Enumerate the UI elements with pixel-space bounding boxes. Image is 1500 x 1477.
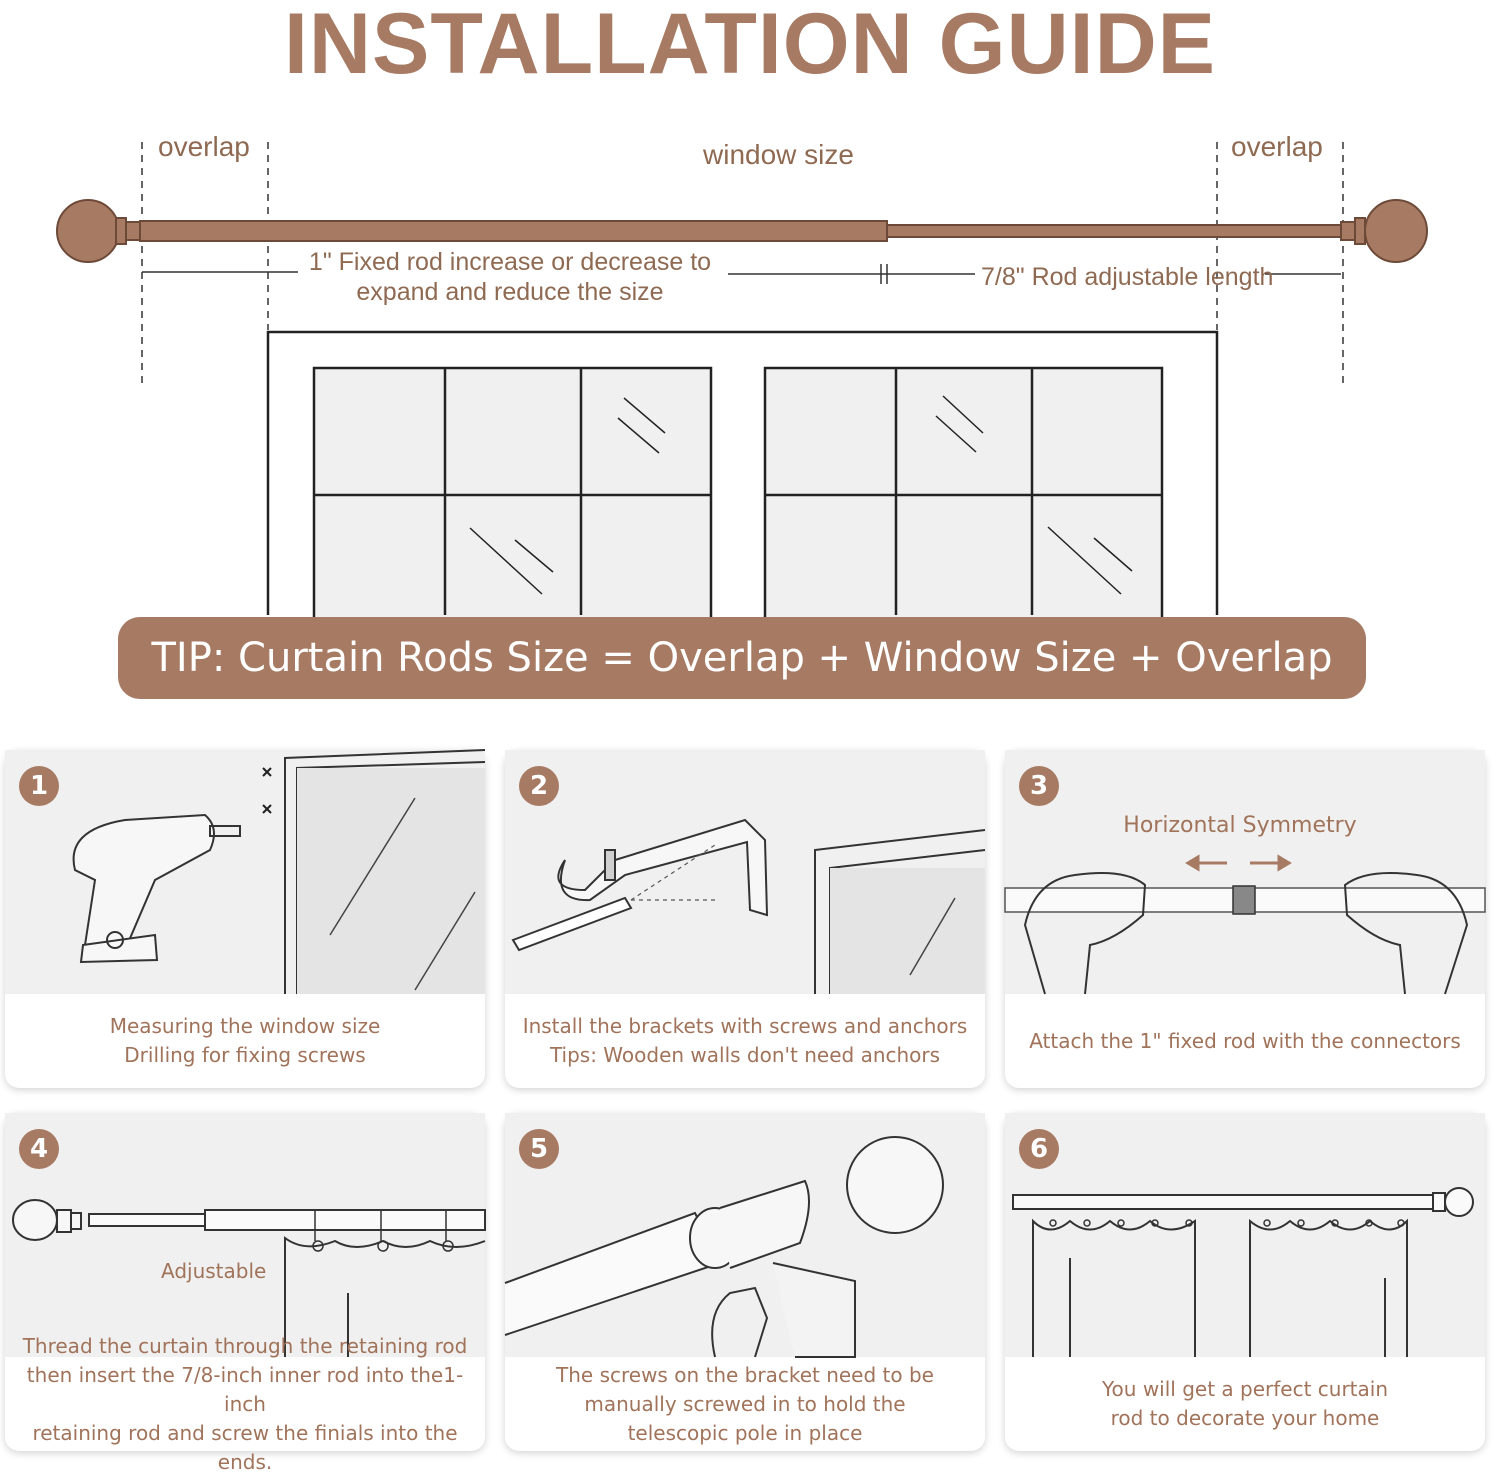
adjustable-label: Adjustable [161, 1259, 267, 1283]
fixed-rod-note-line1: 1" Fixed rod increase or decrease to [308, 248, 712, 276]
step-2-caption [505, 994, 985, 1088]
step-6-number: 6 [1019, 1129, 1059, 1169]
overlap-left-label: overlap [158, 131, 250, 162]
step-4-caption-text: Thread the curtain through the retaining rod then insert the 7/8-inch inner rod into the1-inch retaining rod and screw the finials into the ends. [22, 1333, 468, 1474]
step-2-caption-text: Install the brackets with screws and anchors Tips: Wooden walls don't need anchors [522, 1014, 968, 1067]
step-5-number: 5 [519, 1129, 559, 1169]
step-1-caption-text: Measuring the window size Drilling for fixing screws [109, 1014, 381, 1067]
overlap-right-label: overlap [1231, 131, 1323, 162]
step-card-1 [5, 750, 485, 1088]
step-4-number: 4 [19, 1129, 59, 1169]
step-card-3 [1005, 750, 1485, 1088]
rod-window-diagram [0, 0, 1500, 720]
step-card-2 [505, 750, 985, 1088]
window-size-label: window size [703, 139, 854, 170]
adjustable-length-label: 7/8" Rod adjustable length [981, 263, 1274, 291]
bracket-drawing [505, 750, 985, 994]
step-2-number: 2 [519, 766, 559, 806]
curtain-rod [57, 200, 1427, 262]
step-5-caption [505, 1357, 985, 1451]
step-card-6 [1005, 1113, 1485, 1451]
step-1-illustration [5, 750, 485, 994]
finished-curtain-drawing [1005, 1113, 1485, 1357]
step-card-5 [505, 1113, 985, 1451]
tip-banner: TIP: Curtain Rods Size = Overlap + Window Size + Overlap [118, 617, 1366, 699]
horizontal-symmetry-label: Horizontal Symmetry [1123, 813, 1357, 838]
page-title: INSTALLATION GUIDE [283, 0, 1217, 92]
step-3-illustration [1005, 750, 1485, 994]
step-3-number: 3 [1019, 766, 1059, 806]
step-6-illustration [1005, 1113, 1485, 1357]
step-6-caption-text: You will get a perfect curtain rod to decorate your home [1101, 1377, 1388, 1430]
step-4-illustration [5, 1113, 485, 1357]
hands-rod-drawing [1005, 750, 1485, 994]
step-5-caption-text: The screws on the bracket need to be manually screwed in to hold the telescopic pole in place [556, 1362, 934, 1445]
threading-rod-drawing [5, 1113, 485, 1357]
fixed-rod-note-line2: expand and reduce the size [356, 278, 664, 306]
fixed-rod-note [300, 247, 720, 307]
step-5-illustration [505, 1113, 985, 1357]
step-2-illustration [505, 750, 985, 994]
step-card-4 [5, 1113, 485, 1474]
step-6-caption [1005, 1357, 1485, 1451]
step-1-number: 1 [19, 766, 59, 806]
drill-window-drawing [5, 750, 485, 994]
step-1-caption [5, 994, 485, 1088]
step-3-caption-text: Attach the 1" fixed rod with the connectors [1029, 1028, 1461, 1053]
step-4-caption [5, 1333, 485, 1474]
finial-bracket-drawing [505, 1113, 985, 1357]
step-3-caption [1005, 994, 1485, 1088]
